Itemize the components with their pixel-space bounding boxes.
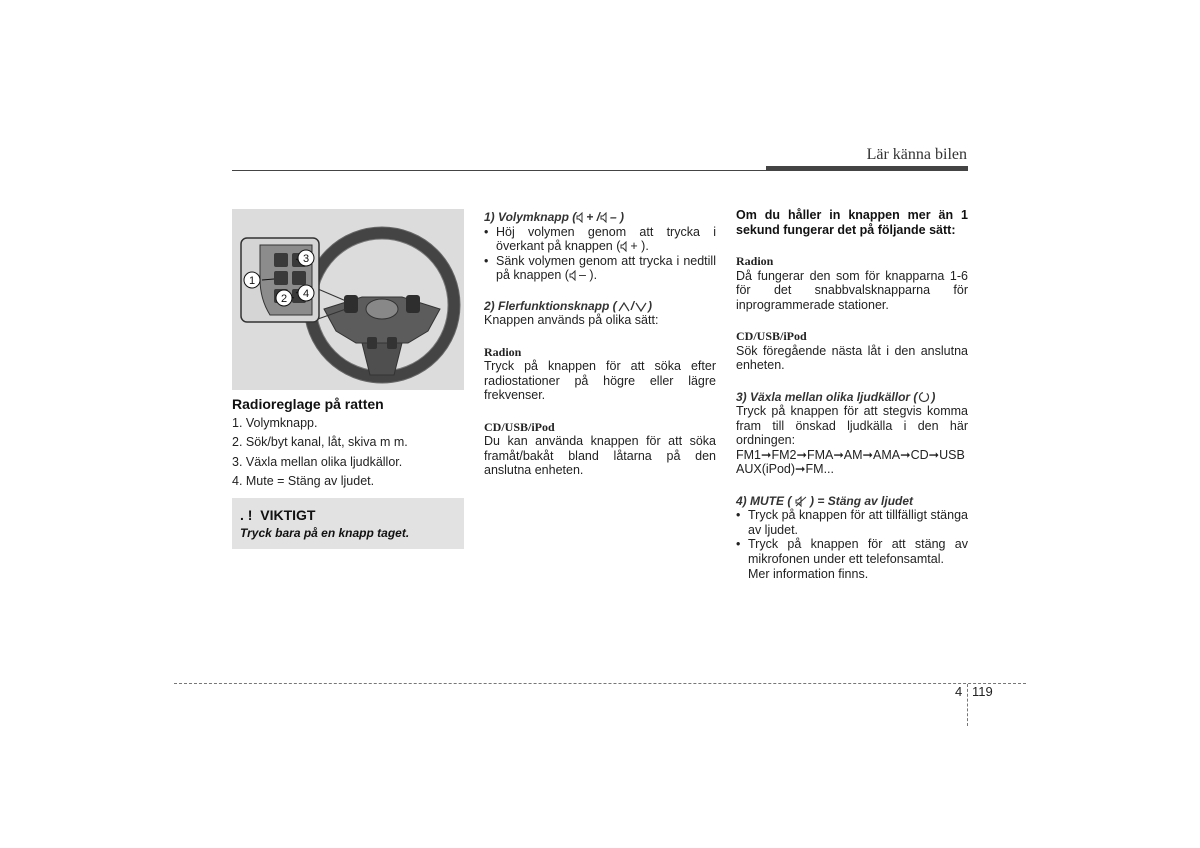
list-item: 1. Volymknapp. [232, 416, 318, 430]
radio-text: Tryck på knappen för att söka efter radiostationer på högre eller lägre frekvenser. [484, 359, 716, 402]
footer-divider [967, 684, 968, 726]
source-cycle-icon [917, 391, 931, 403]
radio-heading: Radion [484, 344, 522, 359]
column-2 [484, 210, 716, 478]
page-number: 119 [972, 684, 993, 699]
running-header: Lär känna bilen [866, 146, 967, 163]
list-item: 3. Växla mellan olika ljudkällor. [232, 454, 403, 469]
speaker-icon [576, 212, 586, 223]
footer-rule [174, 683, 1026, 684]
control-list [232, 414, 408, 491]
header-bar [766, 166, 968, 171]
svg-text:1: 1 [248, 275, 256, 287]
notice-text: Tryck bara på en knapp taget. [240, 526, 410, 540]
speaker-icon [600, 212, 610, 223]
svg-text:2: 2 [280, 293, 288, 305]
column-3 [736, 208, 968, 582]
chapter-number: 4 [955, 684, 963, 699]
section-source-title: 3) Växla mellan olika ljudkällor ( ) [736, 389, 936, 404]
mute-icon [795, 496, 807, 507]
mute-bullet-2: • Tryck på knappen för att stäng av mikrofonen under ett telefonsamtal. [736, 537, 968, 566]
callout-2 [276, 290, 292, 306]
warning-mark: . ! [240, 507, 253, 523]
multifunction-text: Knappen används på olika sätt: [484, 313, 659, 327]
volume-down-bullet: • Sänk volymen genom att trycka i nedtill på knappen ( – ). [484, 254, 716, 283]
callout-4 [298, 285, 314, 301]
figure-caption: Radioreglage på ratten [232, 396, 384, 412]
section-mute-title: 4) MUTE ( ) = Stäng av ljudet [736, 493, 914, 508]
steering-wheel-figure [232, 209, 464, 390]
callout-1 [244, 272, 260, 288]
notice-title: . ! VIKTIGT [240, 507, 316, 523]
svg-text:4: 4 [302, 288, 310, 300]
notice-box [232, 498, 464, 549]
radio-heading: Radion [736, 254, 774, 268]
speaker-icon [569, 270, 579, 281]
mute-bullet-1: • Tryck på knappen för att tillfälligt stänga av ljudet. [736, 508, 968, 537]
cd-usb-ipod-heading: CD/USB/iPod [484, 419, 555, 434]
list-item: 2. Sök/byt kanal, låt, skiva m m. [232, 435, 408, 450]
section-volume-title: 1) Volymknapp ( + / – ) [484, 210, 624, 224]
chevron-up-icon [617, 301, 631, 312]
source-sequence: FM1➞FM2➞FMA➞AM➞AMA➞CD➞USB [736, 447, 965, 462]
hold-button-lead: Om du håller in knappen mer än 1 sekund fungerar det på följande sätt: [736, 208, 968, 237]
more-info-text: Mer information finns. [748, 567, 869, 581]
callout-3 [298, 250, 314, 266]
cd-usb-ipod-text: Du kan använda knappen för att söka framåt/bakåt bland låtarna på den anslutna enheten. [484, 434, 716, 477]
section-multifunction-title: 2) Flerfunktionsknapp ( / ) [484, 298, 653, 313]
cd-usb-ipod-heading: CD/USB/iPod [736, 329, 807, 343]
speaker-icon [620, 241, 630, 252]
source-text: Tryck på knappen för att stegvis komma fram till önskad ljudkälla i den här ordningen: [736, 404, 968, 447]
list-item: 4. Mute = Stäng av ljudet. [232, 473, 375, 488]
svg-text:3: 3 [302, 253, 310, 265]
cd-usb-ipod-text: Sök föregående nästa låt i den anslutna enheten. [736, 343, 968, 372]
chevron-down-icon [634, 301, 648, 312]
steering-wheel-illustration [232, 209, 464, 390]
source-sequence-cont: AUX(iPod)➞FM... [736, 462, 834, 476]
volume-up-bullet: • Höj volymen genom att trycka i överkant på knappen ( + ). [484, 225, 716, 254]
radio-text: Då fungerar den som för knapparna 1-6 för det snabbvalsknapparna för inprogrammerade stationer. [736, 268, 968, 312]
